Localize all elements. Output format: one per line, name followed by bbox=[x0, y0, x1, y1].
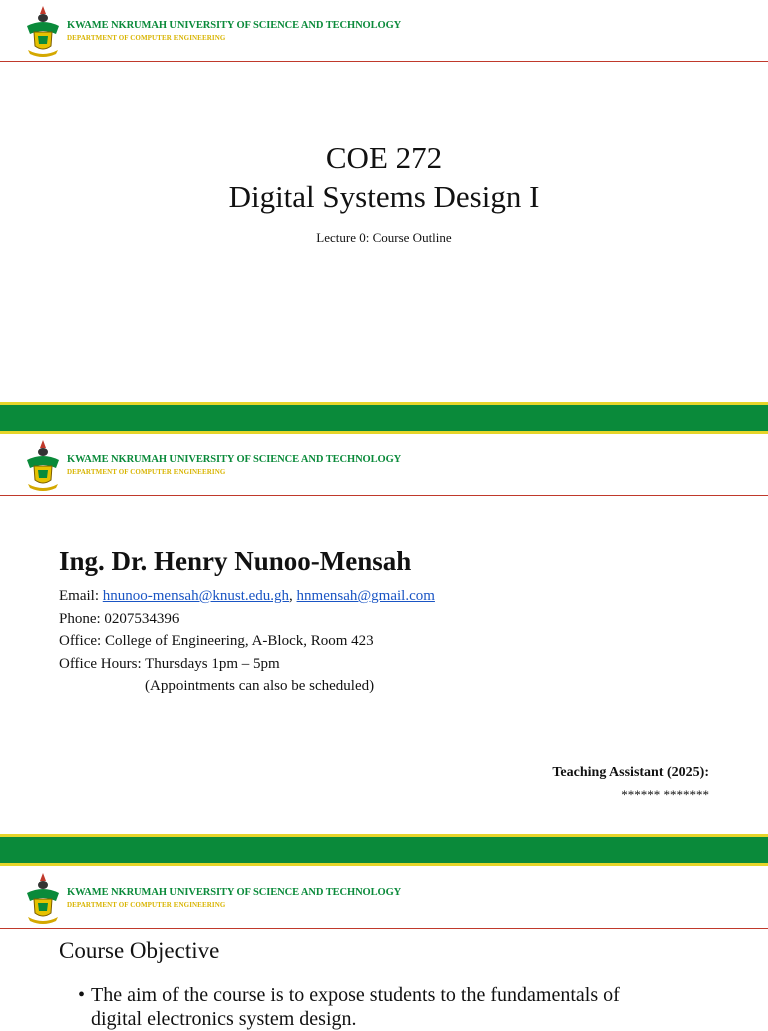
university-name: KWAME NKRUMAH UNIVERSITY OF SCIENCE AND TECHNOLOGY bbox=[67, 454, 402, 465]
bullet-line-2: digital electronics system design. bbox=[91, 1008, 357, 1030]
course-code: COE 272 bbox=[325, 140, 443, 175]
office-line: Office: College of Engineering, A-Block, Room 423 bbox=[59, 633, 374, 649]
university-name: KWAME NKRUMAH UNIVERSITY OF SCIENCE AND TECHNOLOGY bbox=[67, 20, 402, 31]
contact-block bbox=[59, 585, 435, 698]
header-rule bbox=[0, 61, 768, 62]
bullet-dot-icon: • bbox=[78, 984, 86, 1006]
slide3-header bbox=[0, 867, 768, 931]
office-hours-line: Office Hours: Thursdays 1pm – 5pm bbox=[59, 655, 280, 672]
knust-crest-icon bbox=[24, 871, 62, 927]
knust-crest-icon bbox=[24, 438, 62, 494]
phone-line: Phone: 0207534396 bbox=[59, 610, 180, 627]
header-rule bbox=[0, 495, 768, 496]
slide-divider bbox=[0, 834, 768, 866]
header-rule bbox=[0, 928, 768, 929]
appointments-note: (Appointments can also be scheduled) bbox=[145, 678, 375, 694]
department-name: DEPARTMENT OF COMPUTER ENGINEERING bbox=[67, 468, 226, 476]
knust-crest-icon bbox=[24, 4, 62, 60]
slide-divider bbox=[0, 402, 768, 434]
department-name: DEPARTMENT OF COMPUTER ENGINEERING bbox=[67, 34, 226, 42]
ta-name: ****** ******* bbox=[621, 787, 709, 802]
email-link-gmail[interactable]: hnmensah@gmail.com bbox=[296, 588, 435, 604]
email-label: Email: bbox=[59, 588, 103, 604]
department-name: DEPARTMENT OF COMPUTER ENGINEERING bbox=[67, 901, 226, 909]
email-separator: , bbox=[289, 588, 297, 604]
instructor-name: Ing. Dr. Henry Nunoo-Mensah bbox=[59, 546, 412, 576]
bullet-line-1: The aim of the course is to expose students to the fundamentals of bbox=[91, 984, 620, 1006]
course-title: Digital Systems Design I bbox=[228, 179, 540, 214]
email-link-knust[interactable]: hnunoo-mensah@knust.edu.gh bbox=[102, 588, 290, 604]
email-line bbox=[59, 585, 435, 608]
ta-label: Teaching Assistant (2025): bbox=[552, 765, 709, 780]
slide2-header bbox=[0, 434, 768, 498]
section-heading: Course Objective bbox=[59, 938, 220, 963]
lecture-subtitle: Lecture 0: Course Outline bbox=[316, 230, 452, 245]
university-name: KWAME NKRUMAH UNIVERSITY OF SCIENCE AND TECHNOLOGY bbox=[67, 887, 402, 898]
slide1-header bbox=[0, 0, 768, 64]
